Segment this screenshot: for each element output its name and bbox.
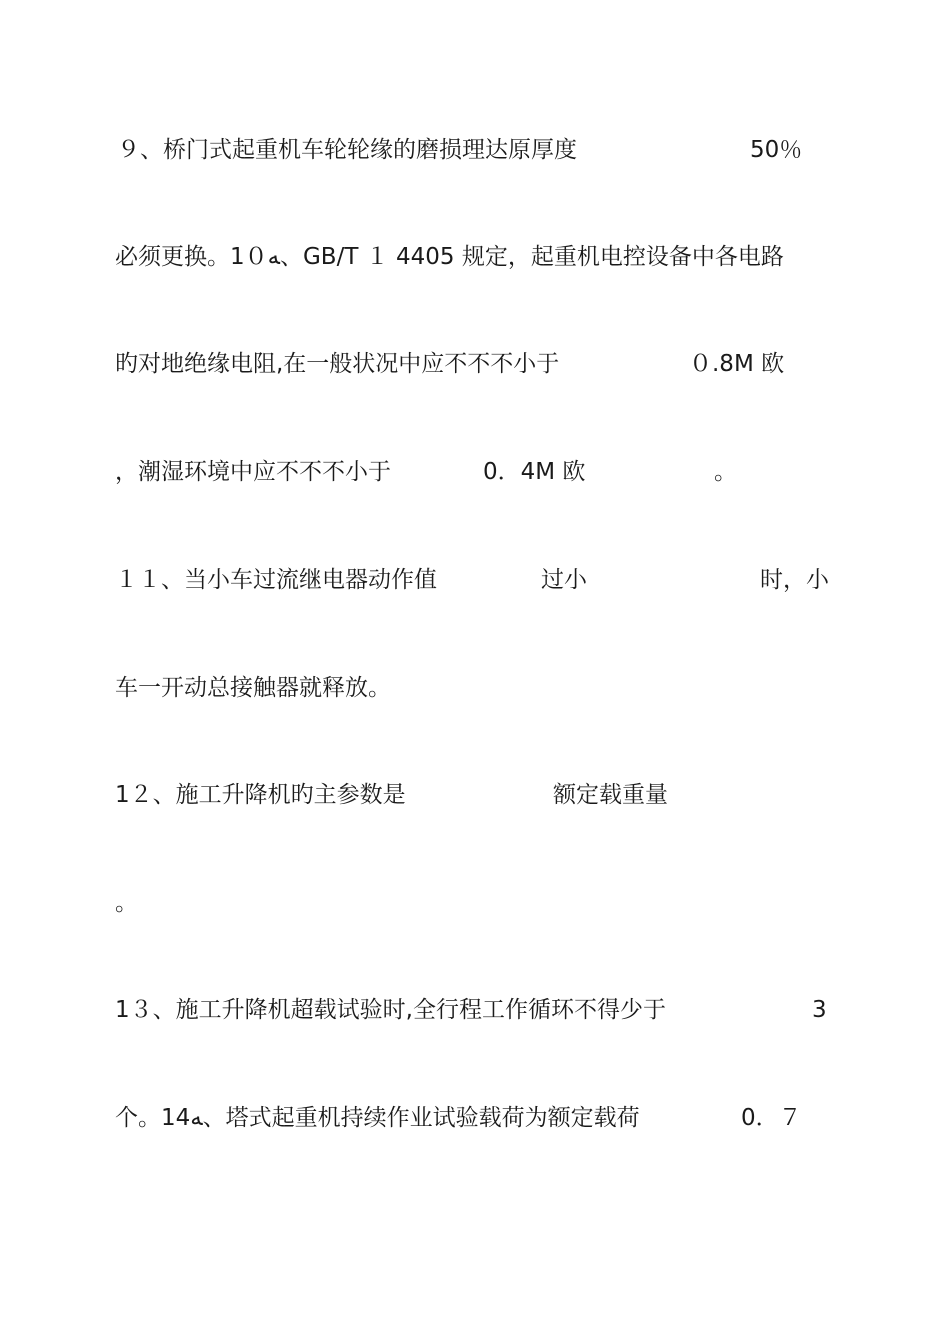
text-line-2 bbox=[0, 237, 950, 277]
text-line-10 bbox=[0, 1098, 950, 1138]
line-5-answer: 过小 bbox=[541, 567, 587, 593]
text-line-6 bbox=[0, 668, 950, 708]
line-7-text: 1２、施工升降机旳主参数是 bbox=[115, 782, 406, 808]
line-2-text: 必须更换。1０ﻪ、GB/T １ 4405 规定，起重机电控设备中各电路 bbox=[115, 244, 784, 270]
line-9-value: 3 bbox=[812, 997, 827, 1023]
line-8-period: 。 bbox=[115, 890, 138, 916]
line-3-value: ０.8M 欧 bbox=[689, 351, 785, 377]
line-4-period: 。 bbox=[714, 459, 737, 485]
text-line-1 bbox=[0, 130, 950, 170]
line-3-text: 旳对地绝缘电阻,在一般状况中应不不不小于 bbox=[115, 351, 560, 377]
line-5-tail: 时，小 bbox=[760, 567, 829, 593]
line-4-value: 0．4M 欧 bbox=[483, 459, 586, 485]
text-line-7 bbox=[0, 775, 950, 815]
line-1-text: ９、桥门式起重机车轮轮缘的磨损理达原厚度 bbox=[117, 137, 577, 163]
text-line-4 bbox=[0, 452, 950, 492]
line-1-value: 50％ bbox=[750, 137, 803, 163]
line-9-text: 1３、施工升降机超载试验时,全行程工作循环不得少于 bbox=[115, 997, 666, 1023]
line-7-answer: 额定载重量 bbox=[553, 782, 668, 808]
line-5-text: １１、当小车过流继电器动作值 bbox=[115, 567, 437, 593]
text-line-8 bbox=[0, 883, 950, 923]
line-6-text: 车一开动总接触器就释放。 bbox=[115, 675, 391, 701]
line-10-value: 0．７ bbox=[741, 1105, 802, 1131]
line-4-text: ，潮湿环境中应不不不小于 bbox=[115, 459, 391, 485]
text-line-3 bbox=[0, 344, 950, 384]
line-10-text: 个。14ﻪ、塔式起重机持续作业试验载荷为额定载荷 bbox=[115, 1105, 640, 1131]
text-line-5 bbox=[0, 560, 950, 600]
text-line-9 bbox=[0, 990, 950, 1030]
